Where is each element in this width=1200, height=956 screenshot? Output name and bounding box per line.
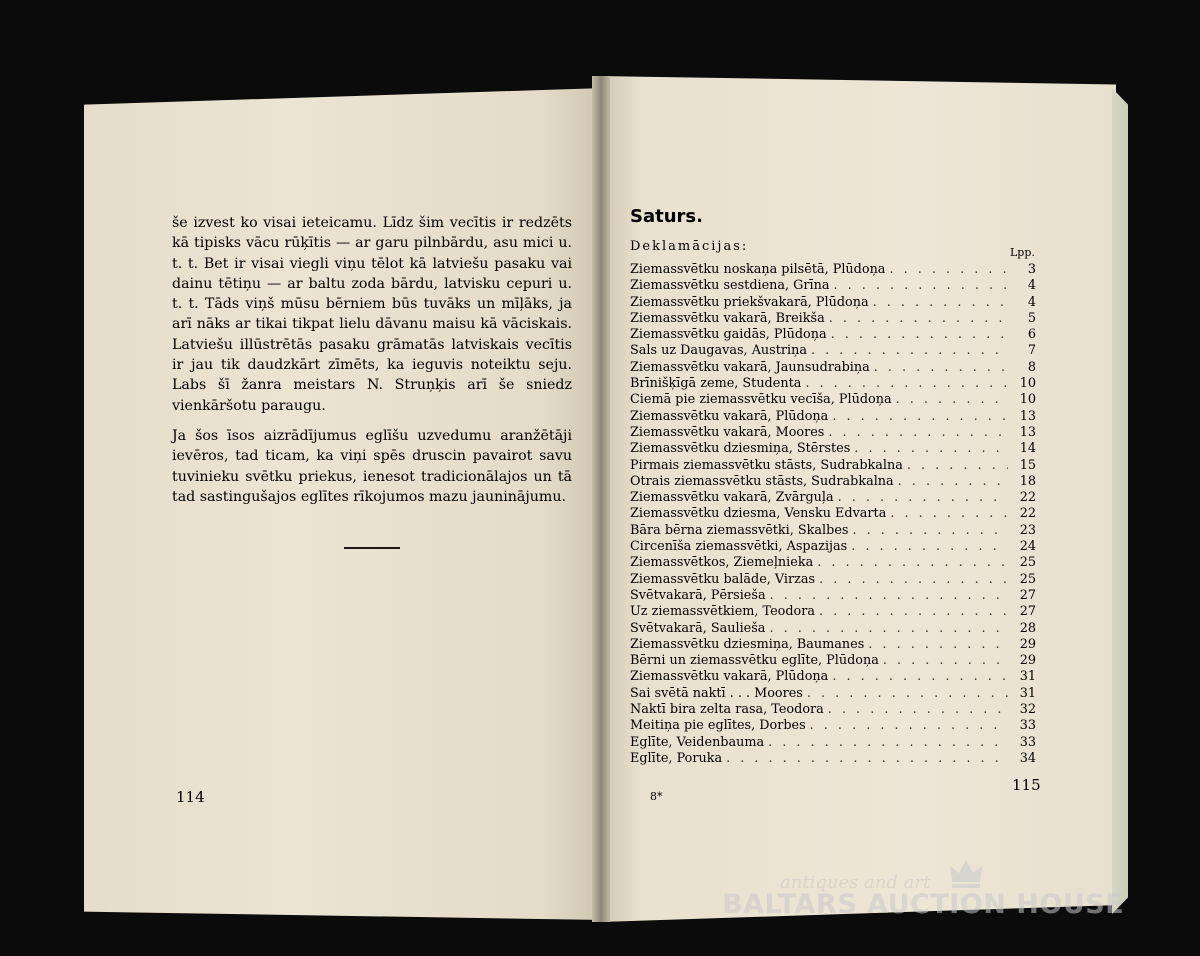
toc-entry-title: Sai svētā naktī . . . Moores: [630, 685, 803, 701]
toc-leader-dots: [873, 295, 1008, 310]
toc-entry-title: Ziemassvētku dziesma, Vensku Edvarta: [630, 506, 887, 522]
toc-leader-dots: [833, 278, 1008, 293]
watermark-tagline: antiques and art: [780, 872, 931, 893]
toc-leader-dots: [805, 376, 1008, 391]
toc-leader-dots: [807, 686, 1008, 701]
toc-entry: [630, 327, 1036, 343]
left-page-number: 114: [176, 788, 205, 806]
crown-icon: [948, 856, 984, 890]
toc-entry: [630, 474, 1036, 490]
toc-entry: [630, 555, 1036, 571]
toc-entry-title: Ziemassvētku vakarā, Jaunsudrabiņa: [630, 359, 870, 375]
toc-entry-title: Uz ziemassvētkiem, Teodora: [630, 604, 815, 620]
toc-entry-page: 15: [1019, 457, 1036, 473]
toc-entry: [630, 392, 1036, 408]
toc-entry-page: 10: [1019, 392, 1036, 408]
table-of-contents: [630, 262, 1036, 767]
toc-leader-dots: [852, 523, 1008, 538]
paragraph-2: Ja šos īsos aizrādījumus eglīšu uzvedumu aranžētāji ievēros, tad ticam, ka viņi spēs druscin pavairot savu tuvinieku svētku priekus, ienesot tradicionālajos un tā tad sastingušajos eglītes rīkojumos mazu jauninājumu.: [172, 427, 572, 505]
toc-leader-dots: [838, 490, 1008, 505]
toc-leader-dots: [829, 311, 1008, 326]
toc-leader-dots: [769, 621, 1008, 636]
contents-title: Saturs.: [630, 206, 703, 227]
toc-leader-dots: [770, 588, 1008, 603]
toc-entry: [630, 604, 1036, 620]
toc-entry: [630, 621, 1036, 637]
toc-entry-page: 24: [1019, 539, 1036, 555]
toc-entry-page: 27: [1019, 587, 1036, 603]
toc-entry-page: 22: [1019, 490, 1036, 506]
toc-entry-page: 7: [1027, 343, 1036, 359]
toc-entry-title: Ziemassvētku priekšvakarā, Plūdoņa: [630, 294, 869, 310]
toc-entry-title: Bērni un ziemassvētku eglīte, Plūdoņa: [630, 653, 879, 669]
toc-entry-title: Ziemassvētku noskaņa pilsētā, Plūdoņa: [630, 262, 886, 277]
toc-leader-dots: [810, 718, 1008, 733]
section-heading: Deklamācijas:: [630, 239, 749, 254]
toc-leader-dots: [819, 604, 1008, 619]
toc-entry: [630, 539, 1036, 555]
toc-entry: [630, 262, 1036, 278]
toc-leader-dots: [868, 637, 1008, 652]
toc-entry: [630, 360, 1036, 376]
watermark-name: BALTARS AUCTION HOUSE: [722, 889, 1125, 920]
toc-entry-page: 22: [1019, 506, 1036, 522]
page-column-label: Lpp.: [1010, 246, 1035, 259]
toc-entry: [630, 506, 1036, 522]
toc-entry-title: Ziemassvētku vakarā, Moores: [630, 424, 825, 440]
toc-entry-page: 32: [1019, 702, 1036, 718]
toc-entry: [630, 458, 1036, 474]
signature-mark: 8*: [650, 790, 663, 803]
toc-entry-title: Ziemassvētku vakarā, Breikša: [630, 310, 825, 326]
toc-entry-page: 25: [1019, 571, 1036, 587]
toc-entry: [630, 718, 1036, 734]
book-spine: [592, 76, 610, 922]
toc-entry-page: 14: [1019, 441, 1036, 457]
toc-entry-title: Ziemassvētku vakarā, Plūdoņa: [630, 669, 829, 685]
toc-entry-title: Sals uz Daugavas, Austriņa: [630, 343, 807, 359]
toc-leader-dots: [831, 327, 1008, 342]
toc-leader-dots: [768, 735, 1008, 750]
toc-entry-title: Meitiņa pie eglītes, Dorbes: [630, 718, 806, 734]
toc-entry-page: 4: [1027, 278, 1036, 294]
toc-entry: [630, 751, 1036, 767]
toc-entry-title: Ciemā pie ziemassvētku vecīša, Plūdoņa: [630, 392, 892, 408]
toc-leader-dots: [832, 409, 1008, 424]
toc-leader-dots: [828, 425, 1008, 440]
toc-entry: [630, 523, 1036, 539]
toc-entry: [630, 490, 1036, 506]
toc-entry-page: 23: [1019, 522, 1036, 538]
toc-entry-title: Otrais ziemassvētku stāsts, Sudrabkalna: [630, 473, 894, 489]
toc-entry: [630, 637, 1036, 653]
toc-leader-dots: [832, 669, 1008, 684]
toc-entry-title: Svētvakarā, Saulieša: [630, 620, 766, 636]
closing-rule: [344, 547, 400, 549]
toc-entry: [630, 735, 1036, 751]
toc-leader-dots: [889, 262, 1008, 277]
toc-entry-page: 5: [1027, 310, 1036, 326]
auction-house-watermark: [722, 872, 1125, 932]
toc-entry-page: 33: [1019, 734, 1036, 750]
toc-entry: [630, 295, 1036, 311]
toc-entry: [630, 572, 1036, 588]
toc-entry-title: Brīnišķīgā zeme, Studenta: [630, 376, 802, 392]
toc-entry: [630, 376, 1036, 392]
toc-entry-title: Bāra bērna ziemassvētki, Skalbes: [630, 522, 849, 538]
toc-leader-dots: [828, 702, 1008, 717]
toc-entry-title: Eglīte, Veidenbauma: [630, 734, 765, 750]
toc-entry-page: 4: [1027, 294, 1036, 310]
toc-entry-page: 31: [1019, 669, 1036, 685]
toc-leader-dots: [817, 555, 1008, 570]
toc-leader-dots: [811, 343, 1008, 358]
toc-entry: [630, 409, 1036, 425]
toc-entry-title: Svētvakarā, Pērsieša: [630, 587, 766, 603]
toc-entry-title: Ziemassvētku vakarā, Plūdoņa: [630, 408, 829, 424]
toc-entry-title: Ziemassvētkos, Ziemeļnieka: [630, 555, 814, 571]
toc-entry: [630, 278, 1036, 294]
toc-entry-title: Naktī bira zelta rasa, Teodora: [630, 702, 824, 718]
toc-entry-title: Ziemassvētku gaidās, Plūdoņa: [630, 327, 827, 343]
toc-entry-title: Eglīte, Poruka: [630, 750, 723, 766]
toc-entry: [630, 702, 1036, 718]
toc-entry-title: Ziemassvētku dziesmiņa, Stērstes: [630, 441, 851, 457]
toc-entry-page: 6: [1027, 327, 1036, 343]
toc-entry: [630, 311, 1036, 327]
toc-leader-dots: [851, 539, 1008, 554]
toc-entry-page: 33: [1019, 718, 1036, 734]
toc-entry-page: 29: [1019, 653, 1036, 669]
toc-leader-dots: [854, 441, 1008, 456]
toc-entry: [630, 425, 1036, 441]
toc-leader-dots: [874, 360, 1008, 375]
paragraph-1: še izvest ko visai ieteicamu. Līdz šim vecītis ir redzēts kā tipisks vācu rūķītis — ar garu pilnbārdu, asu mici u. t. t. Bet ir visai viegli viņu tēlot kā latviešu pasaku vai dainu tētiņu — ar baltu zoda bārdu, latvisku cepuri u. t. t. Tāds viņš mūsu bērniem būs tuvāks un mīļāks, ja arī nāks ar tikai tikpat lielu dāvanu maisu kā vāciskais. Latviešu illūstrētās pasaku grāmatās latviskais vecītis ir jau tik daudzkārt zīmēts, ka ieguvis noteiktu seju. Labs šī žanra meistars N. Struņķis arī še sniedz vienkāršotu paraugu.: [172, 215, 572, 414]
toc-entry-page: 8: [1027, 359, 1036, 375]
toc-entry-page: 25: [1019, 555, 1036, 571]
toc-entry-page: 29: [1019, 636, 1036, 652]
toc-entry-page: 10: [1019, 376, 1036, 392]
toc-entry-page: 31: [1019, 685, 1036, 701]
toc-entry-title: Circenīša ziemassvētki, Aspazijas: [630, 539, 848, 555]
page-block-edge: [1112, 88, 1128, 914]
toc-entry-title: Ziemassvētku balāde, Virzas: [630, 571, 816, 587]
toc-entry-page: 28: [1019, 620, 1036, 636]
toc-entry: [630, 343, 1036, 359]
toc-entry-page: 3: [1027, 262, 1036, 277]
toc-entry-title: Ziemassvētku sestdiena, Grīna: [630, 278, 830, 294]
toc-leader-dots: [907, 458, 1008, 473]
right-page-number: 115: [1012, 776, 1041, 794]
toc-entry: [630, 441, 1036, 457]
toc-entry-page: 34: [1019, 750, 1036, 766]
left-page-body: [172, 213, 572, 517]
toc-entry-page: 18: [1019, 473, 1036, 489]
toc-entry-page: 13: [1019, 424, 1036, 440]
toc-leader-dots: [890, 506, 1008, 521]
toc-leader-dots: [726, 751, 1008, 766]
toc-entry: [630, 653, 1036, 669]
toc-entry-page: 13: [1019, 408, 1036, 424]
toc-entry-title: Ziemassvētku dziesmiņa, Baumanes: [630, 636, 865, 652]
toc-entry-title: Pirmais ziemassvētku stāsts, Sudrabkalna: [630, 457, 903, 473]
toc-leader-dots: [898, 474, 1008, 489]
toc-leader-dots: [819, 572, 1008, 587]
toc-leader-dots: [883, 653, 1008, 668]
toc-entry-title: Ziemassvētku vakarā, Zvārguļa: [630, 490, 834, 506]
toc-entry: [630, 686, 1036, 702]
toc-entry-page: 27: [1019, 604, 1036, 620]
toc-entry: [630, 588, 1036, 604]
toc-entry: [630, 669, 1036, 685]
toc-leader-dots: [896, 392, 1008, 407]
